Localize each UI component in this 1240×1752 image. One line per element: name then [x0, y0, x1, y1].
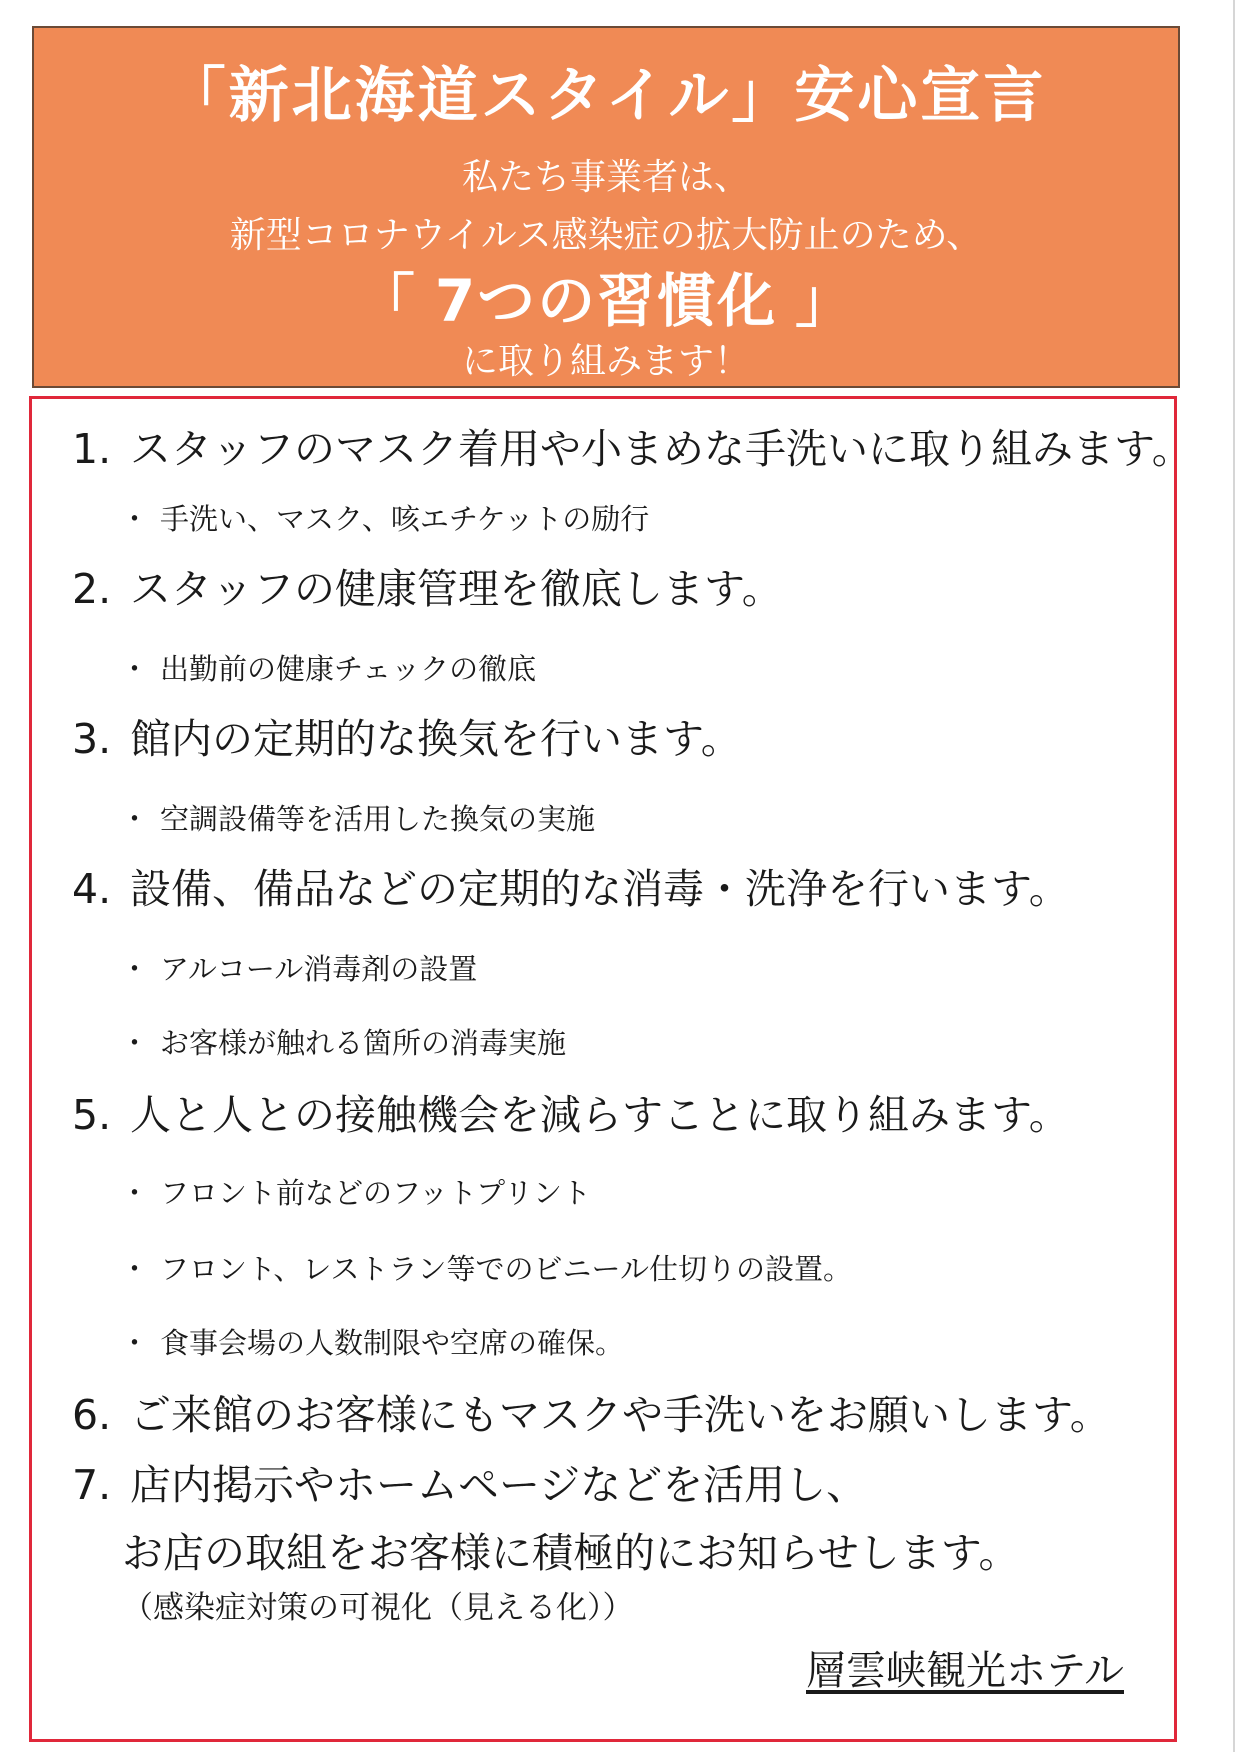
- highlight-close-bracket: 」: [795, 267, 856, 335]
- habit-number: 5.: [72, 1091, 112, 1139]
- sub-text: 食事会場の人数制限や空席の確保。: [160, 1326, 625, 1360]
- habit-3-sub-1: [120, 802, 596, 836]
- bullet: ・: [120, 502, 150, 536]
- sub-text: フロント前などのフットプリント: [160, 1176, 591, 1210]
- habit-number: 7.: [72, 1461, 112, 1509]
- bullet: ・: [120, 802, 150, 836]
- habit-text: 館内の定期的な換気を行います。: [130, 715, 742, 763]
- sub-text: 手洗い、マスク、咳エチケットの励行: [160, 502, 650, 536]
- header-line-1: 私たち事業者は、: [461, 157, 750, 198]
- habit-item-2: [72, 565, 783, 613]
- habit-item-4: [72, 865, 1070, 913]
- bullet: ・: [120, 652, 150, 686]
- habit-number: 2.: [72, 565, 112, 613]
- bullet: ・: [120, 1176, 150, 1210]
- habit-number: 3.: [72, 715, 112, 763]
- hotel-signature: 層雲峡観光ホテル: [806, 1648, 1124, 1694]
- habit-item-5: [72, 1091, 1070, 1139]
- habit-5-sub-3: [120, 1326, 625, 1360]
- habit-1-sub-1: [120, 502, 650, 536]
- sub-text: お客様が触れる箇所の消毒実施: [160, 1026, 567, 1060]
- habit-number: 6.: [72, 1391, 112, 1439]
- habit-2-sub-1: [120, 652, 537, 686]
- header-line-2: 新型コロナウイルス感染症の拡大防止のため、: [229, 215, 983, 256]
- sub-text: 出勤前の健康チェックの徹底: [160, 652, 537, 686]
- habit-text: スタッフのマスク着用や小まめな手洗いに取り組みます。: [130, 425, 1193, 473]
- bullet: ・: [120, 1252, 150, 1286]
- habit-text: 設備、備品などの定期的な消毒・洗浄を行います。: [130, 865, 1070, 913]
- habit-item-7: [72, 1461, 868, 1509]
- header-line-3: に取り組みます！: [461, 341, 750, 382]
- habit-text: ご来館のお客様にもマスクや手洗いをお願いします。: [130, 1391, 1111, 1439]
- seven-habits-highlight: [34, 267, 1178, 335]
- page-edge-line: [1233, 0, 1235, 1752]
- habit-text: 店内掲示やホームページなどを活用し、: [130, 1461, 868, 1509]
- habit-text: 人と人との接触機会を減らすことに取り組みます。: [130, 1091, 1070, 1139]
- highlight-open-bracket: 「: [356, 267, 417, 335]
- habit-item-1: [72, 425, 1193, 473]
- declaration-header: [32, 26, 1180, 388]
- habit-7-continuation: お店の取組をお客様に積極的にお知らせします。: [122, 1529, 1020, 1577]
- habit-7-note: （感染症対策の可視化（見える化））: [122, 1590, 634, 1626]
- bullet: ・: [120, 1326, 150, 1360]
- habit-number: 1.: [72, 425, 112, 473]
- highlight-text: 7つの習慣化: [434, 267, 778, 335]
- habit-4-sub-1: [120, 952, 478, 986]
- habit-text: スタッフの健康管理を徹底します。: [130, 565, 783, 613]
- habit-4-sub-2: [120, 1026, 567, 1060]
- bullet: ・: [120, 1026, 150, 1060]
- sub-text: フロント、レストラン等でのビニール仕切りの設置。: [160, 1252, 852, 1286]
- sub-text: 空調設備等を活用した換気の実施: [160, 802, 596, 836]
- sub-text: アルコール消毒剤の設置: [160, 952, 478, 986]
- habit-number: 4.: [72, 865, 112, 913]
- habit-5-sub-2: [120, 1252, 852, 1286]
- bullet: ・: [120, 952, 150, 986]
- declaration-title: 「新北海道スタイル」安心宣言: [165, 61, 1047, 131]
- habit-item-6: [72, 1391, 1111, 1439]
- habit-5-sub-1: [120, 1176, 591, 1210]
- habit-item-3: [72, 715, 742, 763]
- habits-list-panel: [29, 396, 1193, 1742]
